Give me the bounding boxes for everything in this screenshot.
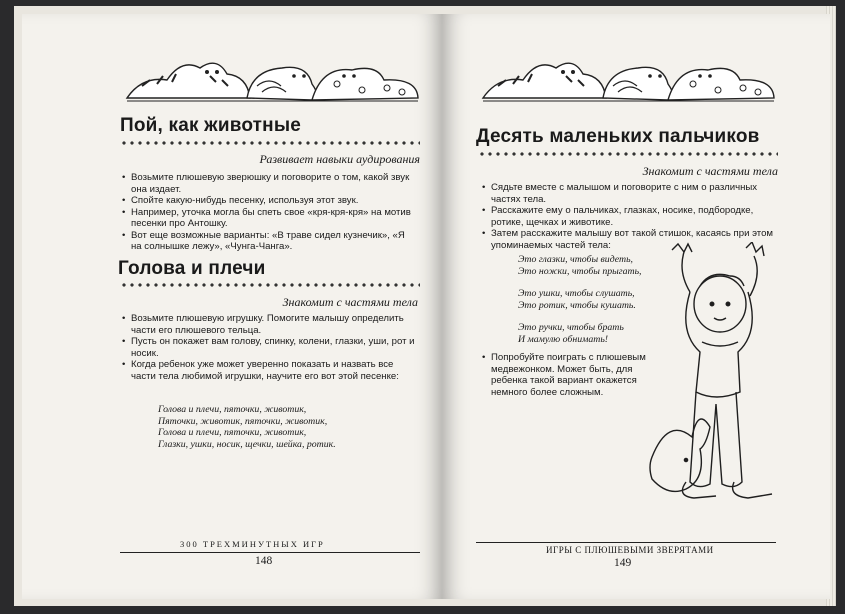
verse-line: Это ушки, чтобы слушать,	[518, 288, 635, 300]
bullet-list	[122, 313, 416, 382]
list-item: • Расскажите ему о пальчиках, глазках, носике, подбородке, ротике, щечках и животике.	[482, 205, 778, 228]
list-item: • Когда ребенок уже может уверенно показать и назвать все части тела любимой игрушки, научите его вот этой песенке:	[122, 359, 416, 382]
page-number: 148	[255, 555, 273, 567]
list-item: • Затем расскажите малышу вот такой стишок, касаясь при этом упоминаемых частей тела:	[482, 228, 778, 251]
bullet-list	[482, 182, 778, 251]
song-verse	[158, 404, 336, 450]
child-with-bunny-illustration	[642, 242, 792, 547]
verse-line: Голова и плечи, пяточки, животик,	[158, 404, 307, 415]
verse-gap	[518, 311, 642, 322]
list-item: • Возьмите плюшевую зверюшку и поговорите о том, какой звук она издает.	[122, 172, 418, 195]
verse-line: Это глазки, чтобы видеть,	[518, 254, 633, 265]
verse-line: Это ножки, чтобы прыгать,	[518, 265, 642, 277]
verse-line: Голова и плечи, пяточки, животик,	[158, 427, 307, 439]
right-page	[442, 14, 830, 599]
running-footer: 300 ТРЕХМИНУТНЫХ ИГР	[180, 539, 325, 549]
plush-animals-banner-illustration	[478, 46, 778, 108]
list-item: • Например, уточка могла бы спеть свое «кря-кря-кря» на мотив песенки про Антошку.	[122, 207, 418, 230]
verse-line: И мамулю обнимать!	[518, 333, 609, 345]
dotted-divider	[120, 140, 420, 146]
footer-rule	[120, 552, 420, 553]
section-title: Голова и плечи	[118, 258, 266, 279]
verse-line: Это ротик, чтобы кушать.	[518, 299, 636, 311]
open-book	[14, 6, 836, 606]
dotted-divider	[478, 151, 778, 157]
page-number: 149	[614, 557, 632, 569]
verse-line: Пяточки, животик, пяточки, животик,	[158, 415, 328, 427]
rhyme-verse	[518, 254, 642, 346]
list-item: • Попробуйте поиграть с плюшевым медвежонком. Может быть, для ребенка такой вариант окажется немного более сложным.	[482, 352, 652, 398]
section-title: Пой, как животные	[120, 115, 302, 136]
list-item: • Пусть он покажет вам голову, спинку, колени, глазки, уши, рот и носик.	[122, 336, 416, 359]
dotted-divider	[120, 282, 420, 288]
section-title: Десять маленьких пальчиков	[476, 126, 760, 147]
plush-animals-banner-illustration	[122, 46, 422, 108]
verse-gap	[518, 277, 642, 288]
footer-rule	[476, 542, 776, 543]
verse-line: Это ручки, чтобы брать	[518, 322, 624, 334]
running-footer: ИГРЫ С ПЛЮШЕВЫМИ ЗВЕРЯТАМИ	[546, 545, 714, 555]
section-tagline: Знакомит с частями тела	[642, 164, 778, 178]
section-tagline: Развивает навыки аудирования	[259, 152, 420, 166]
bullet-list	[122, 172, 418, 253]
verse-line: Глазки, ушки, носик, щечки, шейка, ротик.	[158, 438, 336, 450]
section-tagline: Знакомит с частями тела	[282, 295, 418, 309]
bullet-list	[482, 352, 652, 398]
list-item: • Спойте какую-нибудь песенку, используя этот звук.	[122, 195, 418, 207]
left-page	[22, 14, 442, 599]
list-item: • Сядьте вместе с малышом и поговорите с ним о различных частях тела.	[482, 182, 778, 205]
list-item: • Вот еще возможные варианты: «В траве сидел кузнечик», «Я на солнышке лежу», «Чунга-Чанга».	[122, 230, 418, 253]
list-item: • Возьмите плюшевую игрушку. Помогите малышу определить части его плюшевого тельца.	[122, 313, 416, 336]
